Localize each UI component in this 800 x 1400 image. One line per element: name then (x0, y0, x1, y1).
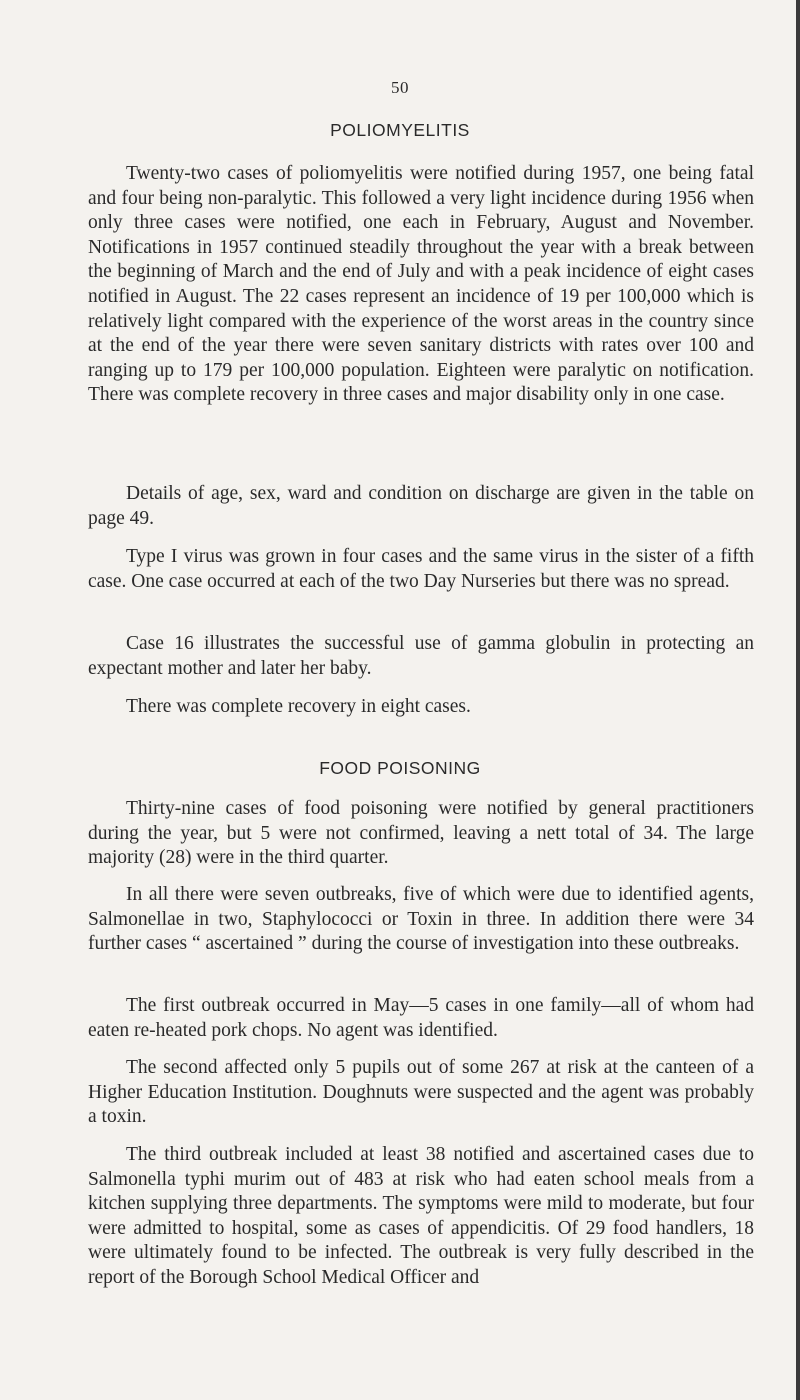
paragraph: In all there were seven outbreaks, five of which were due to identified agents, Salmonellae in two, Staphylococci or Toxin in three. In addition there were 34 further cases “ ascertained ” during the course of investigation into these outbreaks. (88, 884, 754, 955)
page-number: 50 (391, 78, 409, 97)
paragraph: There was complete recovery in eight cases. (126, 696, 471, 717)
page-edge (796, 0, 800, 1400)
paragraph: The third outbreak included at least 38 notified and ascertained cases due to Salmonella typhi murim out of 483 at risk who had eaten school meals from a kitchen supplying three departments. The symptoms were mild to moderate, but four were admitted to hospital, some as cases of appendicitis. Of 29 food handlers, 18 were ultimately found to be infected. The outbreak is very fully described in the report of the Borough School Medical Officer and (88, 1144, 754, 1288)
section-heading-food-poisoning: FOOD POISONING (319, 758, 481, 778)
paragraph: Case 16 illustrates the successful use of gamma globulin in protecting an expectant mother and later her baby. (88, 633, 754, 679)
section-heading-poliomyelitis: POLIOMYELITIS (330, 120, 470, 140)
paragraph: The second affected only 5 pupils out of some 267 at risk at the canteen of a Higher Education Institution. Doughnuts were suspected and the agent was probably a toxin. (88, 1057, 754, 1128)
paragraph: Thirty-nine cases of food poisoning were notified by general practitioners during the year, but 5 were not confirmed, leaving a nett total of 34. The large majority (28) were in the third quarter. (88, 798, 754, 869)
paragraph: Details of age, sex, ward and condition on discharge are given in the table on page 49. (88, 483, 754, 529)
paragraph: Twenty-two cases of poliomyelitis were notified during 1957, one being fatal and four being non-paralytic. This followed a very light incidence during 1956 when only three cases were notified, one each in February, August and November. Notifications in 1957 continued steadily throughout the year with a break between the beginning of March and the end of July and with a peak incidence of eight cases notified in August. The 22 cases represent an incidence of 19 per 100,000 which is relatively light compared with the experience of the worst areas in the country since at the end of the year there were seven sanitary districts with rates over 100 and ranging up to 179 per 100,000 population. Eighteen were paralytic on notification. There was complete recovery in three cases and major disability only in one case. (88, 163, 754, 406)
paragraph: Type I virus was grown in four cases and the same virus in the sister of a fifth case. One case occurred at each of the two Day Nurseries but there was no spread. (88, 546, 754, 592)
paragraph: The first outbreak occurred in May—5 cases in one family—all of whom had eaten re-heated pork chops. No agent was identified. (88, 995, 754, 1041)
